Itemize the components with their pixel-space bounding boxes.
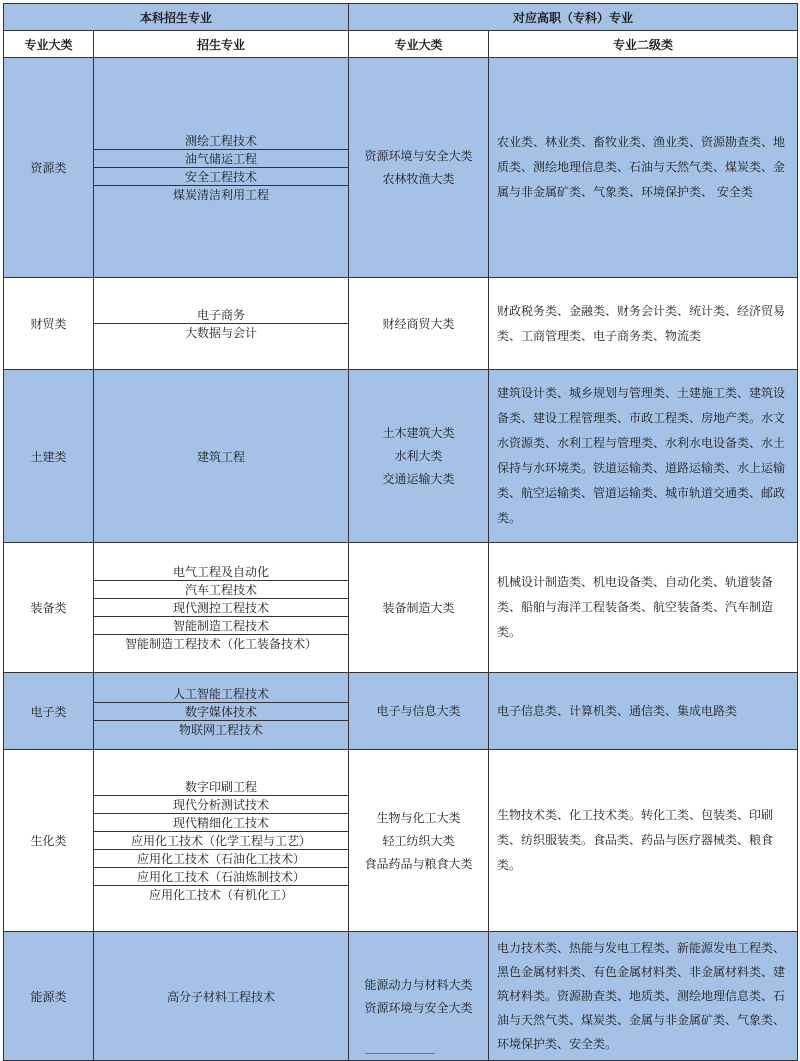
table-row <box>4 58 798 278</box>
majors-cell <box>94 58 349 278</box>
category-cell: 土建类 <box>4 370 94 543</box>
vocational-category: 资源环境与安全大类 <box>364 149 473 163</box>
category-cell: 电子类 <box>4 673 94 750</box>
vocational-category-cell <box>349 278 489 370</box>
vocational-category: 装备制造大类 <box>382 600 455 615</box>
vocational-category: 农林牧渔大类 <box>382 172 455 186</box>
major-item: 现代精细化工技术 <box>94 813 348 831</box>
major-item: 汽车工程技术 <box>94 580 348 598</box>
major-item: 数字印刷工程 <box>185 780 258 794</box>
major-item: 智能制造工程技术（化工装备技术） <box>94 634 348 652</box>
category-cell: 生化类 <box>4 750 94 932</box>
subclass-cell: 生物技术类、化工技术类。转化工类、包装类、印刷类、纺织服装类。食品类、药品与医疗器械类、粮食类。 <box>489 750 798 932</box>
major-item: 人工智能工程技术 <box>173 686 270 701</box>
vocational-category: 生物与化工大类 <box>376 810 461 825</box>
majors-cell <box>94 370 349 543</box>
header-row-2 <box>4 31 798 58</box>
header-row-1 <box>4 4 798 31</box>
vocational-category-cell <box>349 750 489 932</box>
major-item: 应用化工技术（石油炼制技术） <box>94 867 348 885</box>
vocational-category: 食品药品与粮食大类 <box>364 856 473 871</box>
majors-cell <box>94 673 349 750</box>
major-item: 高分子材料工程技术 <box>167 989 276 1004</box>
subclass-cell: 财政税务类、金融类、财务会计类、统计类、经济贸易类、工商管理类、电子商务类、物流类 <box>489 278 798 370</box>
major-item: 安全工程技术 <box>94 167 348 185</box>
category-cell: 能源类 <box>4 932 94 1061</box>
major-item: 煤炭清洁利用工程 <box>94 185 348 203</box>
table-row <box>4 543 798 673</box>
subclass-cell: 机械设计制造类、机电设备类、自动化类、轨道装备类、船舶与海洋工程装备类、航空装备类、汽车制造类。 <box>489 543 798 673</box>
vocational-category: 资源环境与安全大类 <box>364 1000 473 1015</box>
major-item: 电气工程及自动化 <box>173 565 270 579</box>
major-item: 测绘工程技术 <box>185 134 258 148</box>
vocational-category-cell <box>349 932 489 1061</box>
major-correspondence-table <box>3 3 798 1061</box>
subclass-cell: 电子信息类、计算机类、通信类、集成电路类 <box>489 673 798 750</box>
vocational-category: 轻工纺织大类 <box>382 833 455 848</box>
table-row <box>4 673 798 750</box>
vocational-category-cell <box>349 58 489 278</box>
major-item: 智能制造工程技术 <box>94 616 348 634</box>
major-item: 应用化工技术（有机化工） <box>94 885 348 903</box>
page-edge-line <box>365 1053 435 1056</box>
vocational-category-cell <box>349 543 489 673</box>
vocational-category: 能源动力与材料大类 <box>364 977 473 992</box>
vocational-category: 财经商贸大类 <box>382 316 455 331</box>
vocational-category: 水利大类 <box>394 449 443 463</box>
subclass-cell: 建筑设计类、城乡规划与管理类、土建施工类、建筑设备类、建设工程管理类、市政工程类、房地产类。水文水资源类、水利工程与管理类、水利水电设备类、水土保持与水环境类。铁道运输类、道路运输类、水上运输类、航空运输类、管道运输类、城市轨道交通类、邮政类。 <box>489 370 798 543</box>
majors-cell <box>94 543 349 673</box>
vocational-category-cell <box>349 673 489 750</box>
subclass-cell: 农业类、林业类、畜牧业类、渔业类、资源勘查类、地质类、测绘地理信息类、石油与天然气类、煤炭类、金属与非金属矿类、气象类、环境保护类、 安全类 <box>489 58 798 278</box>
major-item: 大数据与会计 <box>94 323 348 341</box>
col-header-major: 招生专业 <box>94 31 349 58</box>
header-vocational: 对应高职（专科）专业 <box>349 4 798 31</box>
majors-cell <box>94 278 349 370</box>
major-item: 物联网工程技术 <box>94 720 348 738</box>
header-undergrad: 本科招生专业 <box>4 4 349 31</box>
majors-cell <box>94 750 349 932</box>
major-item: 油气储运工程 <box>94 149 348 167</box>
category-cell: 装备类 <box>4 543 94 673</box>
major-item: 现代分析测试技术 <box>94 795 348 813</box>
major-item: 应用化工技术（石油化工技术） <box>94 849 348 867</box>
vocational-category-cell <box>349 370 489 543</box>
table-row <box>4 932 798 1061</box>
subclass-cell: 电力技术类、热能与发电工程类、新能源发电工程类、黑色金属材料类、有色金属材料类、非金属材料类、建筑材料类。资源勘查类、地质类、测绘地理信息类、石油与天然气类、煤炭类、金属与非金属矿类、气象类、环境保护类、安全类。 <box>489 932 798 1061</box>
vocational-category: 交通运输大类 <box>382 472 455 486</box>
category-cell: 资源类 <box>4 58 94 278</box>
vocational-category: 土木建筑大类 <box>382 426 455 440</box>
table-row <box>4 370 798 543</box>
col-header-category: 专业大类 <box>4 31 94 58</box>
col-header-vocational-category: 专业大类 <box>349 31 489 58</box>
major-item: 建筑工程 <box>197 449 246 464</box>
table-row <box>4 750 798 932</box>
col-header-subclass: 专业二级类 <box>489 31 798 58</box>
major-item: 电子商务 <box>197 308 246 322</box>
vocational-category: 电子与信息大类 <box>376 704 461 718</box>
category-cell: 财贸类 <box>4 278 94 370</box>
table-row <box>4 278 798 370</box>
majors-cell <box>94 932 349 1061</box>
major-item: 现代测控工程技术 <box>94 598 348 616</box>
major-item: 应用化工技术（化学工程与工艺） <box>94 831 348 849</box>
major-item: 数字媒体技术 <box>94 702 348 720</box>
